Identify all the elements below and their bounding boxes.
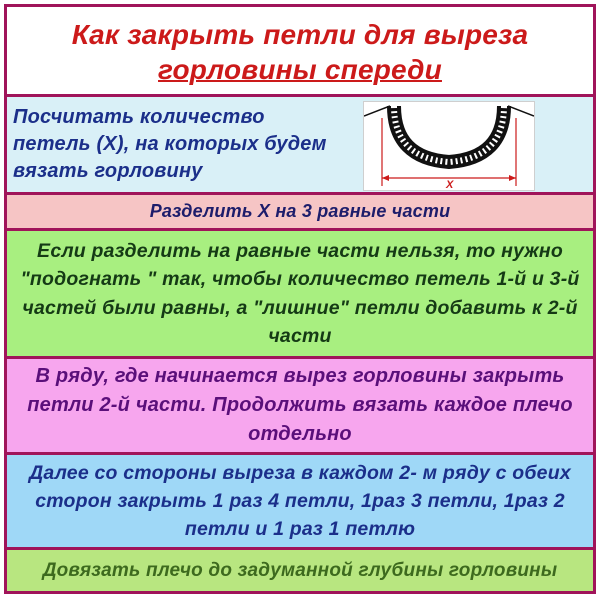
step-divide-text: Разделить Х на 3 равные части: [149, 201, 451, 221]
step-adjust: [7, 231, 593, 359]
step-count-stitches: [7, 97, 593, 195]
step-bind-off-row: [7, 359, 593, 455]
arrow-left-icon: [382, 175, 389, 181]
step-divide: [7, 195, 593, 231]
shoulder-line-left: [364, 106, 390, 116]
step-finish-text: Довязать плечо до задуманной глубины горловины: [42, 559, 558, 581]
step-count-text: Посчитать количество петель (Х), на которых будем вязать горловину: [13, 106, 327, 182]
measure-label: Х: [446, 179, 454, 190]
neckline-illustration: [364, 102, 534, 190]
arrow-right-icon: [509, 175, 516, 181]
step-finish: [7, 550, 593, 591]
step-decrease: [7, 455, 593, 550]
step-decrease-text: Далее со стороны выреза в каждом 2- м ряду с обеих сторон закрыть 1 раз 4 петли, 1раз 3 петли, 1раз 2 петли и 1 раз 1 петлю: [29, 461, 571, 541]
step-row-text: В ряду, где начинается вырез горловины закрыть петли 2-й части. Продолжить вязать каждое плечо отдельно: [27, 365, 573, 445]
step-adjust-text: Если разделить на равные части нельзя, то нужно "подогнать " так, чтобы количество петель 1-й и 3-й частей были равны, а "лишние" петли добавить к 2-й части: [20, 239, 580, 347]
neckline-diagram: [363, 101, 535, 191]
title-line-2: горловины спереди: [158, 53, 442, 85]
neckline-opening: [404, 106, 494, 151]
title-section: [7, 7, 593, 97]
title-line-1: Как закрыть петли для выреза: [71, 19, 529, 51]
shoulder-line-right: [508, 106, 534, 116]
instruction-card: [4, 4, 596, 594]
